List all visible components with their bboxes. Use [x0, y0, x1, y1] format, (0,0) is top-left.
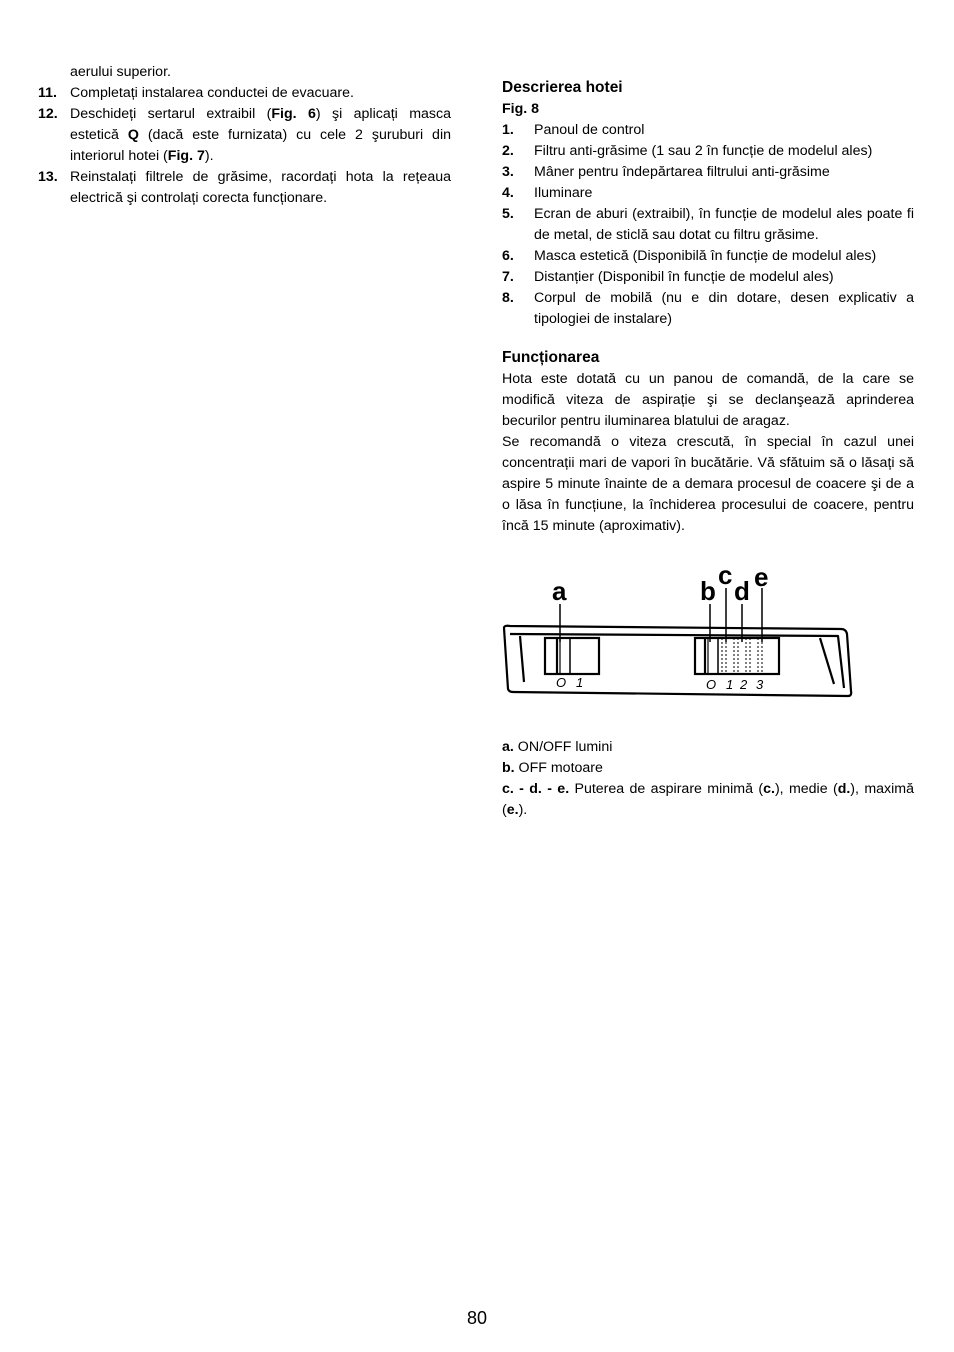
item-number: 11. — [38, 85, 57, 101]
list-item — [502, 183, 914, 204]
item-text: Mâner pentru îndepărtarea filtrului anti-grăsime — [534, 164, 830, 180]
item-text: Filtru anti-grăsime (1 sau 2 în funcție de modelul ales) — [534, 143, 873, 159]
left-switch-1: 1 — [576, 675, 584, 690]
list-item — [502, 162, 914, 183]
legend-ref: c. — [763, 781, 775, 797]
legend-text: ), medie ( — [774, 781, 838, 797]
item-number: 3. — [502, 164, 514, 180]
legend-text: ), maximă ( — [502, 781, 914, 818]
list-item — [502, 267, 914, 288]
figure-reference: Fig. 8 — [502, 101, 540, 117]
left-switch-o: O — [556, 675, 567, 690]
item-number: 1. — [502, 122, 514, 138]
list-item — [38, 83, 451, 104]
item-number: 5. — [502, 206, 514, 222]
right-switch-2: 2 — [740, 677, 748, 692]
list-item — [502, 246, 914, 267]
item-text: Reinstalați filtrele de grăsime, racordați hota la rețeaua electrică şi controlați corecta funcționare. — [70, 169, 451, 206]
item-number: 7. — [502, 269, 514, 285]
legend-key: b. — [502, 760, 515, 776]
item-text: Masca estetică (Disponibilă în funcție de modelul ales) — [534, 248, 877, 264]
item-number: 4. — [502, 185, 514, 201]
right-switch-o: O — [706, 677, 717, 692]
item-number: 6. — [502, 248, 514, 264]
fig-ref: Fig. 6 — [271, 106, 316, 122]
item-number: 8. — [502, 290, 514, 306]
list-item — [38, 167, 451, 209]
legend-text: ON/OFF lumini — [513, 739, 613, 755]
part-ref: Q — [127, 127, 139, 143]
list-item — [502, 204, 914, 246]
light-switch — [545, 638, 599, 674]
item-text: Iluminare — [534, 185, 593, 201]
fig-ref: Fig. 7 — [167, 148, 205, 164]
label-d: d — [734, 576, 750, 606]
control-panel-figure — [500, 558, 856, 704]
legend-cde — [502, 779, 914, 821]
item-text-part: (dacă este furnizata) cu cele 2 şuruburi din interiorul hotei ( — [70, 127, 451, 164]
label-a: a — [552, 576, 567, 606]
item-text-part: ). — [204, 148, 214, 164]
list-item — [502, 288, 914, 330]
section-heading-description: Descrierea hotei — [502, 79, 623, 96]
left-column — [38, 62, 451, 209]
legend-text: ). — [518, 802, 528, 818]
list-item — [502, 120, 914, 141]
legend-b — [502, 758, 914, 779]
item-text-part: Deschideți sertarul extraibil ( — [70, 106, 272, 122]
label-e: e — [754, 562, 769, 592]
item-text-part: ) şi aplicați masca estetică — [70, 106, 451, 143]
item-number: 12. — [38, 106, 58, 122]
section-heading-function: Funcționarea — [502, 349, 600, 366]
page-number: 80 — [466, 1308, 488, 1328]
item-text: Ecran de aburi (extraibil), în funcție de modelul ales poate fi de metal, de sticlă sau dotat cu filtru grăsime. — [534, 206, 914, 243]
label-b: b — [700, 576, 716, 606]
list-item — [502, 141, 914, 162]
paragraph: Se recomandă o viteza crescută, în special în cazul unei concentrații mari de vapori în bucătărie. Vă sfătuim să o lăsați să aspire 5 minute înainte de a demara procesul de coacere şi de a o lăsa în funcțiune, la închiderea procesului de coacere, pentru încă 15 minute (aproximativ). — [502, 434, 914, 534]
legend-text: Puterea de aspirare minimă ( — [569, 781, 764, 797]
motor-switch-block — [695, 638, 779, 674]
legend-key: c. - d. - e. — [502, 781, 570, 797]
item-text: Completați instalarea conductei de evacuare. — [70, 85, 354, 101]
item-text: Corpul de mobilă (nu e din dotare, desen explicativ a tipologiei de instalare) — [534, 290, 914, 327]
label-c: c — [718, 560, 733, 590]
item-number: 13. — [38, 169, 58, 185]
figure-legend — [502, 737, 914, 821]
right-switch-1: 1 — [726, 677, 734, 692]
legend-ref: e. — [506, 802, 519, 818]
intro-continuation: aerului superior. — [70, 64, 171, 80]
legend-a — [502, 737, 914, 758]
legend-text: OFF motoare — [514, 760, 603, 776]
legend-ref: d. — [837, 781, 851, 797]
list-item — [38, 104, 451, 167]
right-switch-3: 3 — [756, 677, 764, 692]
item-text: Distanțier (Disponibil în funcție de modelul ales) — [534, 269, 834, 285]
right-column — [502, 77, 914, 537]
paragraph: Hota este dotată cu un panou de comandă, de la care se modifică viteza de aspirație şi se declanşează aprinderea becurilor pentru iluminarea blatului de aragaz. — [502, 371, 914, 429]
legend-key: a. — [502, 739, 514, 755]
item-number: 2. — [502, 143, 514, 159]
item-text: Panoul de control — [534, 122, 645, 138]
